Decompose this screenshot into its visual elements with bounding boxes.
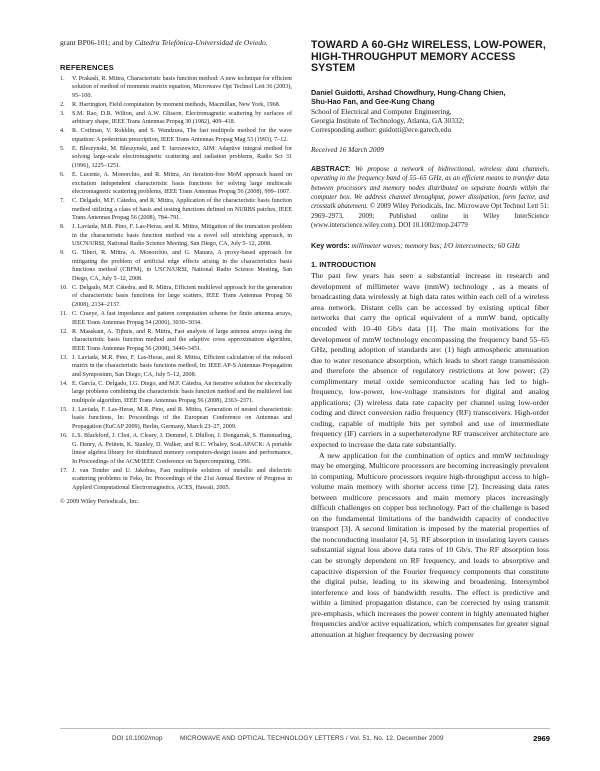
abstract	[311, 165, 549, 230]
keywords-label: Key words:	[311, 241, 350, 251]
references-heading: REFERENCES	[60, 62, 114, 72]
grant-acknowledgment	[60, 38, 292, 49]
reference-number: 10.	[60, 284, 68, 291]
reference-text: E. Bleszynski, M. Bleszynski, and T. Jaroszewicz, AIM: Adaptive integral method for solving large-scale electromagnetic scattering and radiation problems, Radio Sci 31 (1996), 1225–1251.	[72, 145, 292, 169]
left-copyright: © 2009 Wiley Periodicals, Inc.	[60, 498, 140, 506]
right-column	[311, 40, 549, 640]
reference-item	[60, 406, 292, 432]
reference-text: R. Coifman, V. Rokhlin, and S. Wandzura, The fast multipole method for the wave equation: A pedestrian prescription, IEEE Trans Antennas Propag Mag 53 (1993), 7–12.	[72, 128, 292, 143]
keywords-text: millimeter waves; memory bus; I/O interconnects; 60 GHz	[351, 242, 520, 251]
reference-number: 3.	[60, 110, 65, 117]
grant-text: grant BP06-101; and by	[60, 38, 133, 47]
reference-text: C. Craeye, A fast impedance and pattern computation scheme for finite antenna arrays, IEEE Trans Antennas Propag 54 (2006), 3030–3034.	[72, 311, 292, 326]
reference-number: 11.	[60, 311, 68, 318]
reference-item	[60, 110, 292, 127]
footer-divider	[60, 728, 550, 729]
abstract-label: ABSTRACT:	[311, 165, 351, 173]
reference-text: R. Harrington, Field computation by moment methods, Macmillan, New York, 1968.	[72, 101, 281, 108]
affiliation-line-1: School of Electrical and Computer Engineering,	[311, 106, 452, 116]
reference-number: 8.	[60, 224, 65, 231]
reference-text: J. van Tonder and U. Jakobus, Fast multipole solution of metallic and dielectric scattering problems in Feko, In: Proceedings of the 21st Annual Review of Progress in Applied Computational Electromagnetics, ACES, Hawaii, 2005.	[72, 467, 292, 491]
reference-number: 7.	[60, 198, 65, 205]
reference-item	[60, 310, 292, 327]
reference-text: G. Tiberi, R. Mittra, A. Monorchio, and G. Manara, A proxy-based approach for mitigating the problem of artificial edge effects arising in the characteristics basis functions method (CBFM), in USCN/URSI, National Radio Science Meeting, San Diego, CA, July 5–12, 2008.	[72, 250, 292, 282]
reference-text: R. Maaskant, A. Tijhuis, and R. Mittra, Fast analysis of large antenna arrays using the characteristic basis function method and the adaptive cross approximation algorithm, IEEE Trans Antennas Propag 56 (2008), 3440–3451.	[72, 328, 292, 352]
reference-number: 2.	[60, 101, 65, 108]
reference-number: 16.	[60, 433, 68, 439]
abstract-text: We propose a network of bidirectional, wireless data channels, operating in the frequency band of 55–65 GHz, as an efficient means to transfer data between processors and memory nodes distributed on separate boards within the computer box. We address channel throughput, power dissipation, form factor, and crosstalk abatement.	[311, 165, 549, 211]
authors-line-1: Daniel Guidotti, Arshad Chowdhury, Hung-Chang Chien,	[311, 87, 506, 97]
reference-text: J. Laviada, F. Las-Heras, M.R. Pino, and R. Mittra, Generation of nested characteristic basis functions, In: Proceedings of the European Conference on Antennas and Propagation (EuCAP 2009), Berlin, Germany, March 23–27, 2009.	[72, 406, 292, 430]
reference-number: 15.	[60, 406, 68, 413]
reference-item	[60, 380, 292, 406]
reference-number: 5.	[60, 145, 65, 152]
reference-item	[60, 127, 292, 144]
reference-text: E. Lucente, A. Monorchio, and R. Mittra, An iteration-free MoM approach based on excitation independent characteristic basis functions for solving large multiscale electromagnetic scattering problems, IEEE Trans Antennas Propag 56 (2008), 999–1007.	[72, 172, 292, 196]
reference-item	[60, 328, 292, 354]
footer-journal: MICROWAVE AND OPTICAL TECHNOLOGY LETTERS / Vol. 51, No. 12, December 2009	[180, 735, 444, 742]
reference-item	[60, 354, 292, 380]
reference-text: E. García, C. Delgado, I.G. Diego, and M.F. Cátedra, An iterative solution for electrically large problems combining the characteristic basis function method and the multilevel fast multipole algorithm, IEEE Trans Antennas Propag 56 (2008), 2363–2371.	[72, 380, 292, 404]
section-heading-introduction: 1. INTRODUCTION	[311, 260, 376, 270]
intro-paragraph-2: A new application for the combination of optics and mmW technology may be emerging. Multicore processors are becoming increasingly prevalent in computing. Multicore processors require high-throughput access to high-volume main memory with shorter access time [2]. Increasing data rates between multicore processors and main memory places increasingly difficult challenges on copper bus technology. Part of the challenge is based on the fundamental limitations of the bandwidth capacity of conductive transport [3]. A second limitation is imposed by the material properties of the nonconducting insulator [4, 5]. RF absorption in insulating layers causes substantial signal loss above data rates of 10 Gb/s. The RF absorption loss can be strongly dependent on RF frequency, and leads to absorptive and capacitive dispersion of the Fourier frequency components that constitute the digital pulse, leading to its skewing and broadening. Intersymbol interference and loss of bandwidth results. The effect is predictive and within a limited propagation distance, can be corrected by using transmit pre-emphasis, which increases the power content in highly attenuated higher frequencies and/or active equalization, which compensates for greater signal attenuation at higher frequency by decreasing power	[311, 450, 549, 639]
reference-text: J. Laviada, M.R. Pino, F. Las-Heras, and R. Mittra, Efficient calculation of the reduced matrix in the characteristic basis functions method, In: IEEE AP-S Antennas Propagation and Symposium, San Diego, CA, July 5–12, 2008.	[72, 354, 292, 378]
references-list	[60, 75, 292, 493]
reference-number: 17.	[60, 467, 68, 474]
grant-italic: Cátedra Telefónica-Universidad de Oviedo.	[134, 38, 268, 47]
reference-item	[60, 284, 292, 310]
affiliation-line-2: Georgia Institute of Technology, Atlanta, GA 30332;	[311, 116, 465, 125]
reference-text: V. Prakash, R. Mittra, Characteristic basis function method: A new technique for efficient solution of method of moments matrix equation, Microwave Opt Technol Lett 36 (2003), 95–100.	[72, 75, 292, 99]
reference-number: 14.	[60, 380, 68, 387]
authors-line-2: Shu-Hao Fan, and Gee-Kung Chang	[311, 97, 435, 107]
reference-number: 9.	[60, 250, 65, 257]
page-number: 2969	[533, 734, 550, 743]
footer-doi: DOI 10.1002/mop	[112, 735, 163, 742]
reference-text: S.M. Rao, D.R. Wilton, and A.W. Glisson, Electromagnetic scattering by surfaces of arbitrary shape, IEEE Trans Antennas Propag 30 (1982), 409–418.	[72, 110, 292, 126]
abstract-citation: © 2009 Wiley Periodicals, Inc. Microwave Opt Technol Lett 51: 2969–2973, 2009; Published online in Wiley InterScience (www.interscience.wiley.com). DOI 10.1002/mop.24779	[311, 203, 549, 229]
reference-item	[60, 197, 292, 223]
reference-item	[60, 75, 292, 101]
reference-item	[60, 249, 292, 283]
reference-text: C. Delgado, M.F. Cátedra, and R. Mittra, Efficient multilevel approach for the generation of characteristic basis functions for large scatters, IEEE Trans Antennas Propag 56 (2008), 2134–2137.	[72, 284, 292, 308]
reference-item	[60, 432, 292, 466]
reference-item	[60, 223, 292, 249]
keywords	[311, 241, 549, 250]
reference-text: L.S. Blackford, J. Choi, A. Cleary, J. Demmel, I. Dhillon, J. Dongarrak, S. Hammarling, G. Henry, A. Petitets, K. Stanley, D. Walker, and R.C. Whaley, ScaLAPACK: A portable linear algebra library for distributed memory computers-design issues and performance, In Proceedings of the ACM/IEEE Conference on Supercomputing, 1996.	[72, 433, 292, 465]
affiliation-line-3: Corresponding author: guidotti@ece.gatech.edu	[311, 125, 452, 135]
reference-text: C. Delgado, M.F. Cátedra, and R. Mittra, Application of the characteristic basis function method utilizing a class of basis and testing functions defined on NURBS patches, IEEE Trans Antennas Propag 56 (2008), 784–791.	[72, 198, 292, 222]
received-date: Received 16 March 2009	[311, 144, 384, 154]
reference-number: 12.	[60, 328, 68, 335]
page-footer	[60, 735, 550, 749]
reference-number: 13.	[60, 354, 68, 361]
reference-text: J. Laviada, M.R. Pino, F. Las-Heras, and R. Mittra, Mitigation of the truncation problem in the characteristic basis function method via a novel cell stretching approach, in USCN/URSI, National Radio Science Meeting, San Diego, CA, July 5–12, 2008.	[72, 224, 292, 248]
reference-item	[60, 145, 292, 171]
reference-item	[60, 467, 292, 493]
reference-number: 6.	[60, 172, 65, 179]
article-title: TOWARD A 60-GHz WIRELESS, LOW-POWER, HIGH-THROUGHPUT MEMORY ACCESS SYSTEM	[311, 39, 546, 75]
reference-number: 4.	[60, 128, 65, 135]
reference-item	[60, 101, 292, 110]
reference-number: 1.	[60, 75, 65, 82]
left-column	[60, 38, 292, 505]
reference-item	[60, 171, 292, 197]
intro-paragraph-1: The past few years has seen a substantial increase in research and development of millimeter wave (mmW) technology , as a means of broadcasting data wirelessly at high data rates within each cell of a wireless area network. Distant cells can be accessed by existing optical fiber networks that carry the optical equivalent of a mmW band, optically encoded with 10–40 Gb/s data [1]. The main motivations for the development of mmW technology encompassing the frequency band 55–65 GHz, pending adoption of standards are: (1) high atmospheric attenuation due to water resonance absorption, which leads to short range transmission and therefore the absence of regulatory restrictions at low power; (2) complimentary metal oxide semiconductor scaling has led to high-frequency, low-power, low-voltage transistors for digital and analog applications; (3) wireless data rate capacity per channel using low-order coding and direct conversion radio frequency (RF) transceivers. High-order coding, capable of multiple bits per symbol and use of intermediate frequency (IF) carriers in a superheterodyne RF transceiver architecture are expected to increase the data rate substantially.	[311, 271, 549, 449]
